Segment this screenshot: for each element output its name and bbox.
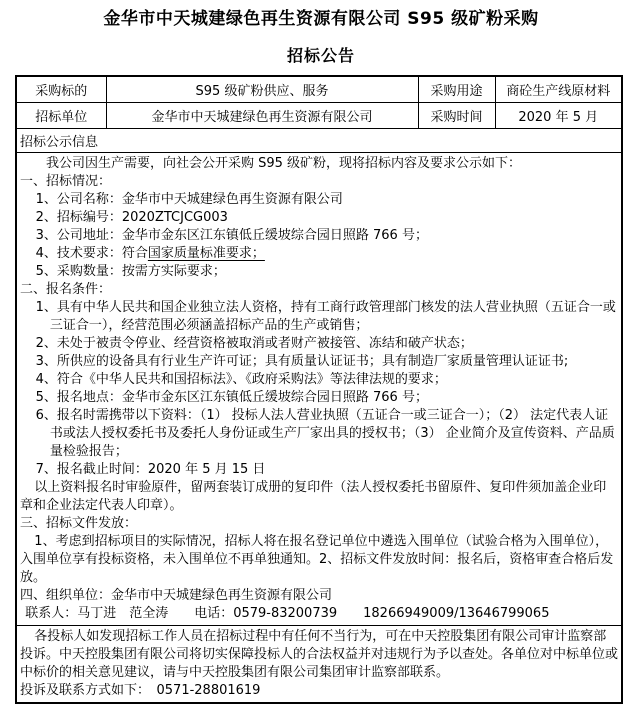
text-run: 7、报名截止时间：2020 年 5 月 15 日 [35,462,266,477]
text-run: 我公司因生产需要，向社会公开采购 S95 级矿粉，现将招标内容及要求公示如下： [46,156,522,171]
text-run: 以上资料报名时审验原件，留两套装订成册的复印件（法人授权委托书留原件、复印件须加盖企业印章和企业法定代表人印章）。 [20,480,607,513]
paragraph [20,299,618,335]
text-run: 6、报名时需携带以下资料：（1） 投标人法人营业执照（五证合一或三证合一）；（2） 法定代表人证书或法人授权委托书及委托人身份证或生产厂家出具的授权书；（3） 企业简介及宣传资料、产品质量检验报告； [35,408,615,459]
paragraph [20,533,618,587]
paragraph [20,682,618,700]
table-row [16,626,622,704]
procurement-subject-label: 采购标的 [16,76,106,103]
text-run: 3、公司地址：金华市金东区江东镇低丘缓坡综合园日照路 766 号； [35,228,428,243]
paragraph [20,515,618,533]
table-row [16,76,622,103]
notice-body-cell [16,153,622,626]
page-title: 金华市中天城建绿色再生资源有限公司 S95 级矿粉采购 [103,9,539,29]
notice-paragraphs [20,155,618,623]
paragraph [20,407,618,461]
complaint-paragraphs [20,628,618,700]
paragraph [20,371,618,389]
tender-unit-label: 招标单位 [16,103,106,129]
paragraph [20,628,618,682]
tender-info-table [15,75,623,704]
procurement-subject-value: S95 级矿粉供应、服务 [106,76,418,103]
text-run: 一、招标情况： [20,174,112,189]
text-run: 二、报名条件： [20,282,112,297]
table-row [16,153,622,626]
text-run: 四、组织单位：金华市中天城建绿色再生资源有限公司 [20,588,333,603]
text-run: 2、招标编号：2020ZTCJCG003 [35,210,228,225]
paragraph [20,605,618,623]
paragraph [20,173,618,191]
paragraph [20,263,618,281]
text-run: 1、具有中华人民共和国企业独立法人资格，持有工商行政管理部门核发的法人营业执照（五证合一或三证合一），经营范围必须涵盖招标产品的生产或销售； [35,300,616,333]
table-row [16,129,622,153]
procurement-time-label: 采购时间 [418,103,495,129]
underlined-text: 国家质量标准要求； [147,246,265,261]
text-run: 1、考虑到招标项目的实际情况，招标人将在报名登记单位中遴选入围单位（试验合格为入围单位），入围单位享有投标资格，未入围单位不再单独通知。2、招标文件发放时间：报名后，资格审查合格后发放。 [20,534,614,585]
paragraph [20,353,618,371]
notice-section-header: 招标公示信息 [16,129,622,153]
text-run: 1、公司名称：金华市中天城建绿色再生资源有限公司 [35,192,343,207]
text-run: 4、符合《中华人民共和国招标法》、《政府采购法》等法律法规的要求； [35,372,447,387]
paragraph [20,281,618,299]
paragraph [20,245,618,263]
page-subtitle: 招标公告 [286,46,355,65]
text-run: 5、报名地点：金华市金东区江东镇低丘缓坡综合园日照路 766 号； [35,390,428,405]
text-run: 联系人：马丁进 范全涛 电话：0579-83200739 18266949009/13646799065 [25,606,550,621]
paragraph [20,227,618,245]
paragraph [20,389,618,407]
paragraph [20,587,618,605]
text-run: 4、技术要求：符合 [35,246,148,261]
text-run: 各投标人如发现招标工作人员在招标过程中有任何不当行为，可在中天控股集团有限公司审计监察部投诉。中天控股集团有限公司将切实保障投标人的合法权益并对违规行为予以查处。各单位对中标单位或中标价的相关意见建议，请与中天控股集团有限公司集团审计监察部联系。 [20,629,619,680]
procurement-time-value: 2020 年 5 月 [495,103,622,129]
tender-unit-value: 金华市中天城建绿色再生资源有限公司 [106,103,418,129]
procurement-purpose-value: 商砼生产线原材料 [495,76,622,103]
text-run: 投诉及联系方式如下： 0571-28801619 [20,683,261,698]
text-run: 5、采购数量：按需方实际要求； [35,264,226,279]
paragraph [20,209,618,227]
paragraph [20,335,618,353]
procurement-purpose-label: 采购用途 [418,76,495,103]
paragraph [20,479,618,515]
paragraph [20,461,618,479]
paragraph [20,191,618,209]
text-run: 2、未处于被责令停业、经营资格被取消或者财产被接管、冻结和破产状态； [35,336,473,351]
text-run: 3、所供应的设备具有行业生产许可证；具有质量认证证书；具有制造厂家质量管理认证证书; [35,354,569,369]
text-run: 三、招标文件发放： [20,516,138,531]
complaint-body-cell [16,626,622,704]
paragraph [20,155,618,173]
table-row [16,103,622,129]
